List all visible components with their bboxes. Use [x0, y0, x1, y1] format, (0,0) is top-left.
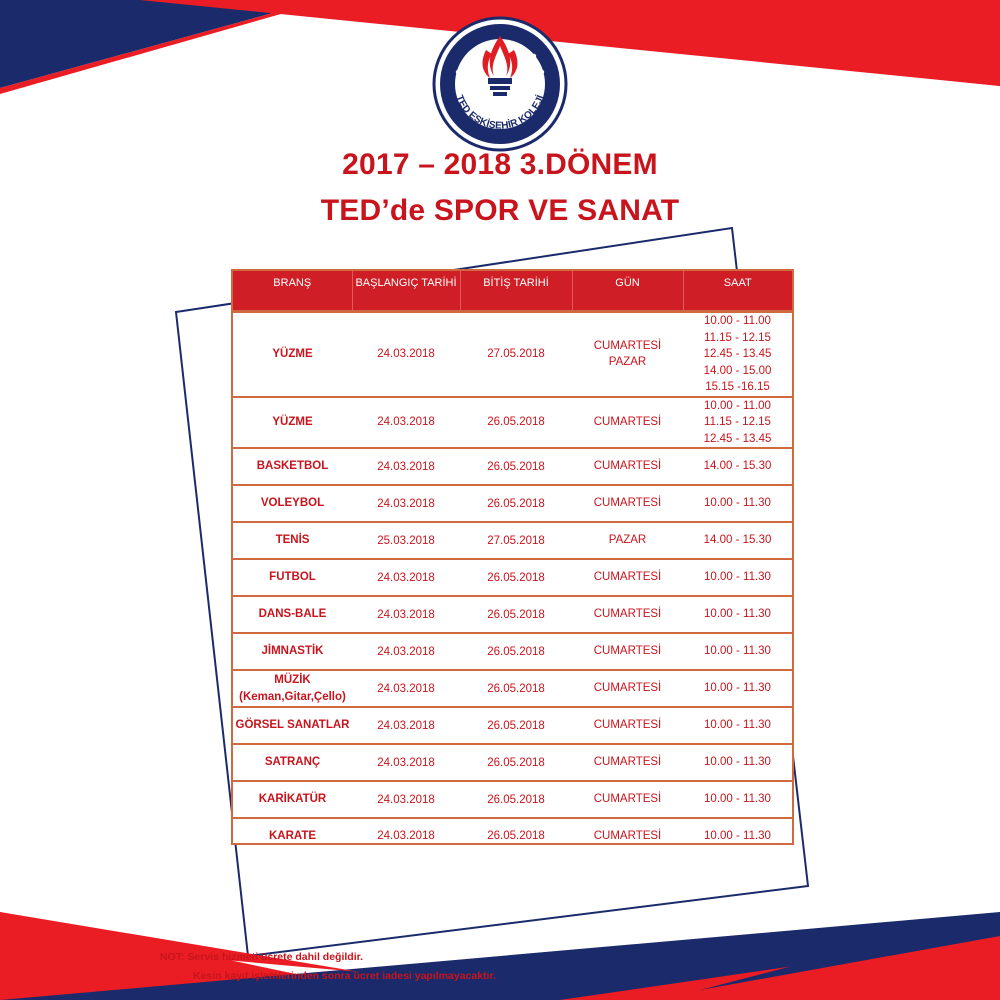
cell-branch-line: FUTBOL [269, 571, 316, 584]
cell-branch [233, 633, 352, 670]
cell-day [572, 744, 683, 781]
cell-start-date: 24.03.2018 [352, 596, 460, 633]
note-line2: Kesin kayıt işlemlerinden sonra ücret iadesi yapılmayacaktır. [193, 970, 496, 982]
cell-branch [233, 397, 352, 449]
schedule-table-container [231, 269, 794, 845]
cell-branch-line: KARATE [268, 829, 317, 842]
cell-time [683, 485, 792, 522]
cell-day [572, 781, 683, 818]
cell-time [683, 744, 792, 781]
table-row [233, 312, 792, 397]
cell-day [572, 312, 683, 397]
cell-branch [233, 559, 352, 596]
cell-time [683, 397, 792, 449]
schedule-table [233, 271, 792, 853]
header-start-date: BAŞLANGIÇ TARİHİ [352, 271, 460, 312]
cell-time-line: 10.00 - 11.30 [704, 719, 771, 732]
cell-branch [233, 312, 352, 397]
cell-start-date: 24.03.2018 [352, 707, 460, 744]
cell-time [683, 312, 792, 397]
table-row [233, 818, 792, 853]
cell-time-line: 10.00 - 11.30 [704, 571, 771, 584]
cell-start-date: 24.03.2018 [352, 448, 460, 485]
cell-branch-line: BASKETBOL [256, 460, 329, 473]
cell-branch-line: JİMNASTİK [261, 645, 324, 658]
cell-time [683, 596, 792, 633]
cell-time-line: 14.00 - 15.30 [703, 534, 772, 547]
cell-branch [233, 707, 352, 744]
table-row [233, 670, 792, 707]
cell-day-line: CUMARTESİ [593, 571, 662, 584]
cell-end-date: 27.05.2018 [460, 522, 572, 559]
cell-branch-line: VOLEYBOL [260, 497, 325, 510]
cell-day [572, 559, 683, 596]
cell-branch [233, 522, 352, 559]
cell-time [683, 522, 792, 559]
cell-branch [233, 818, 352, 853]
cell-day [572, 633, 683, 670]
header-day: GÜN [572, 271, 683, 312]
cell-end-date: 26.05.2018 [460, 781, 572, 818]
cell-day [572, 818, 683, 853]
cell-day [572, 485, 683, 522]
page-title-line1: 2017 – 2018 3.DÖNEM [342, 148, 658, 181]
cell-time-line: 10.00 - 11.30 [704, 756, 771, 769]
cell-time [683, 818, 792, 853]
table-row [233, 744, 792, 781]
table-header-row [233, 271, 792, 312]
cell-time-line: 14.00 - 15.00 [703, 364, 772, 377]
cell-end-date: 26.05.2018 [460, 397, 572, 449]
cell-time-line: 10.00 - 11.30 [704, 608, 771, 621]
cell-time-line: 10.00 - 11.30 [704, 682, 771, 695]
page-title-line2: TED’de SPOR VE SANAT [320, 194, 680, 227]
cell-day-line: PAZAR [608, 356, 647, 369]
cell-day [572, 670, 683, 707]
cell-start-date: 24.03.2018 [352, 397, 460, 449]
cell-day-line: PAZAR [608, 534, 647, 547]
cell-time-line: 12.45 - 13.45 [703, 432, 772, 445]
cell-time-line: 10.00 - 11.00 [704, 399, 771, 412]
cell-start-date: 24.03.2018 [352, 633, 460, 670]
cell-time [683, 707, 792, 744]
cell-day [572, 596, 683, 633]
cell-start-date: 24.03.2018 [352, 744, 460, 781]
cell-branch-line: GÖRSEL SANATLAR [235, 719, 350, 732]
table-row [233, 559, 792, 596]
cell-branch [233, 485, 352, 522]
cell-day-line: CUMARTESİ [593, 608, 662, 621]
table-row [233, 707, 792, 744]
cell-start-date: 24.03.2018 [377, 830, 435, 842]
table-row [233, 596, 792, 633]
cell-branch-line: YÜZME [272, 348, 313, 360]
cell-start-date: 24.03.2018 [352, 485, 460, 522]
logo-text: TED ESKİŞEHİR KOLEJİ [453, 93, 547, 132]
cell-end-date: 26.05.2018 [460, 559, 572, 596]
cell-day-line: CUMARTESİ [593, 682, 662, 695]
header-time: SAAT [683, 271, 792, 312]
cell-time [683, 670, 792, 707]
cell-day-line: CUMARTESİ [593, 793, 662, 806]
cell-branch-line: TENİS [275, 534, 310, 547]
cell-end-date: 26.05.2018 [460, 596, 572, 633]
cell-end-date: 26.05.2018 [460, 707, 572, 744]
cell-day-line: CUMARTESİ [593, 497, 662, 510]
cell-time-line: 14.00 - 15.30 [703, 460, 772, 473]
table-row [233, 448, 792, 485]
cell-day-line: CUMARTESİ [593, 719, 662, 732]
cell-end-date: 26.05.2018 [460, 448, 572, 485]
table-row [233, 781, 792, 818]
cell-time-line: 15.15 -16.15 [705, 381, 770, 393]
cell-day-line: CUMARTESİ [593, 756, 662, 769]
cell-branch-line: YÜZME [272, 416, 313, 428]
cell-end-date: 26.05.2018 [460, 670, 572, 707]
cell-day-line: CUMARTESİ [593, 829, 662, 842]
cell-time-line: 11.15 - 12.15 [704, 416, 771, 428]
cell-time-line: 12.45 - 13.45 [703, 348, 772, 360]
table-row [233, 397, 792, 449]
cell-time [683, 781, 792, 818]
cell-time-line: 11.15 - 12.15 [704, 331, 771, 344]
cell-day [572, 448, 683, 485]
cell-day-line: CUMARTESİ [593, 416, 662, 428]
cell-branch-line: KARİKATÜR [258, 793, 327, 806]
cell-branch-line: DANS-BALE [258, 608, 327, 621]
cell-day [572, 397, 683, 449]
cell-start-date: 24.03.2018 [352, 781, 460, 818]
cell-end-date: 26.05.2018 [460, 744, 572, 781]
cell-end-date: 26.05.2018 [460, 633, 572, 670]
cell-time-line: 10.00 - 11.30 [704, 497, 771, 510]
table-row [233, 522, 792, 559]
cell-day [572, 522, 683, 559]
cell-branch-line: SATRANÇ [264, 756, 321, 769]
cell-start-date: 24.03.2018 [352, 312, 460, 397]
cell-day-line: CUMARTESİ [593, 645, 662, 658]
cell-end-date: 27.05.2018 [460, 312, 572, 397]
table-row [233, 633, 792, 670]
cell-day-line: CUMARTESİ [593, 339, 662, 352]
cell-start-date: 24.03.2018 [352, 670, 460, 707]
cell-time-line: 10.00 - 11.30 [704, 793, 771, 806]
cell-day [572, 707, 683, 744]
cell-branch [233, 781, 352, 818]
cell-branch-line: (Keman,Gitar,Çello) [239, 690, 346, 703]
cell-branch [233, 744, 352, 781]
cell-time-line: 10.00 - 11.30 [704, 829, 771, 842]
header-end-date: BİTİŞ TARİHİ [460, 271, 572, 312]
cell-end-date: 26.05.2018 [487, 830, 545, 842]
cell-end-date: 26.05.2018 [460, 485, 572, 522]
footer-note [160, 948, 496, 986]
cell-day-line: CUMARTESİ [593, 460, 662, 473]
table-row [233, 485, 792, 522]
school-logo [432, 16, 568, 152]
cell-time-line: 10.00 - 11.00 [704, 315, 771, 327]
cell-branch [233, 670, 352, 707]
note-line1: NOT: Servis hizmeti ücrete dahil değildir. [160, 951, 364, 963]
cell-time [683, 448, 792, 485]
header-branch: BRANŞ [233, 271, 352, 312]
cell-time-line: 10.00 - 11.30 [704, 645, 771, 658]
top-right-red-band [140, 0, 1000, 86]
cell-branch-line: MÜZİK [274, 674, 311, 686]
cell-start-date: 25.03.2018 [352, 522, 460, 559]
cell-branch [233, 596, 352, 633]
cell-start-date: 24.03.2018 [352, 559, 460, 596]
cell-time [683, 559, 792, 596]
cell-branch [233, 448, 352, 485]
cell-time [683, 633, 792, 670]
